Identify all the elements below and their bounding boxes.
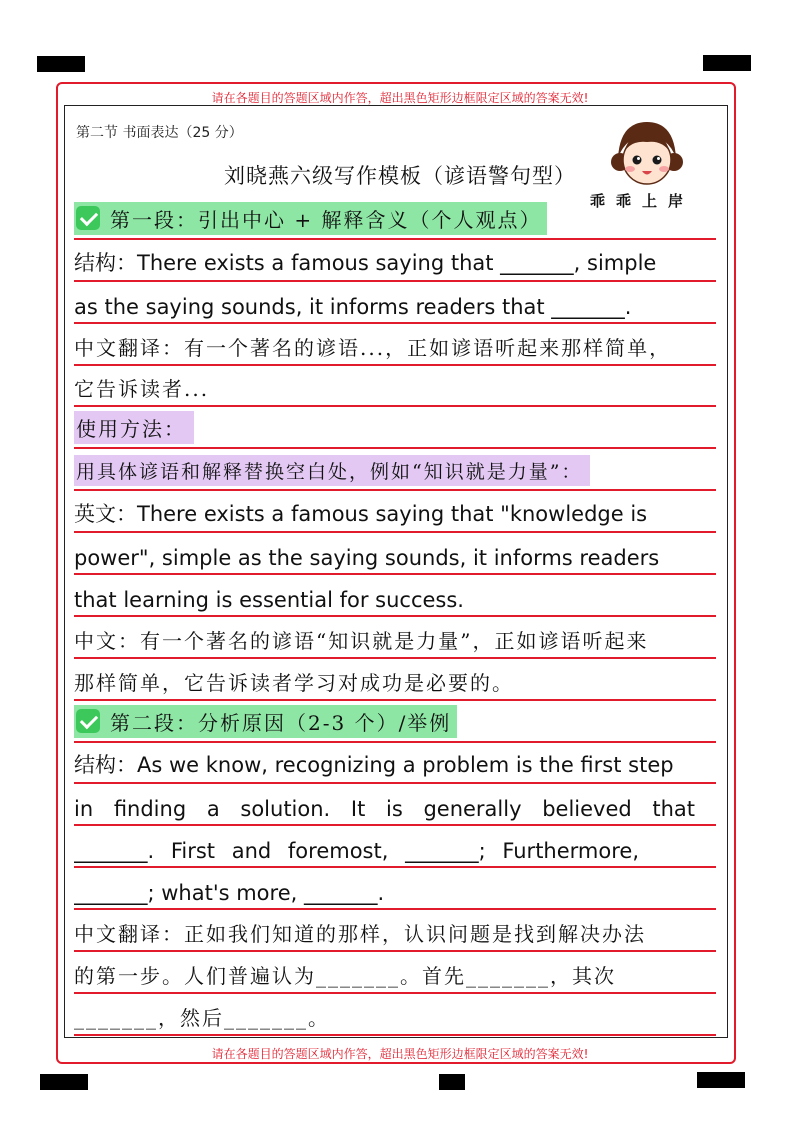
motto: 乖乖上岸: [590, 192, 695, 210]
para2-structure-line-1: 结构：As we know, recognizing a problem is the first step: [74, 743, 716, 785]
para1-example-en-line-1: 英文：There exists a famous saying that "knowledge is: [74, 491, 716, 533]
section-title: 第二节 书面表达（25 分）: [76, 125, 243, 141]
check-icon: [76, 709, 100, 733]
para2-structure-line-3: _______. First and foremost, _______; Furthermore,: [74, 826, 716, 868]
main-title: 刘晓燕六级写作模板（谚语警句型）: [224, 164, 576, 188]
registration-mark-bottom-left: [40, 1074, 88, 1090]
para1-example-en-line-3: that learning is essential for success.: [74, 575, 716, 617]
para1-heading: [74, 202, 547, 235]
para1-usage-text-row: [74, 449, 716, 491]
registration-mark-bottom-right: [697, 1072, 745, 1088]
para1-translation-line-2: 它告诉读者...: [74, 366, 716, 408]
para1-usage-text: 用具体谚语和解释替换空白处，例如“知识就是力量”：: [74, 455, 590, 486]
para1-translation-line-1: 中文翻译：有一个著名的谚语...，正如谚语听起来那样简单，: [74, 324, 716, 366]
para1-heading-text: 第一段：引出中心 + 解释含义（个人观点）: [110, 207, 542, 232]
para1-example-en-line-2: power", simple as the saying sounds, it informs readers: [74, 533, 716, 575]
para1-heading-row: [74, 198, 716, 240]
para2-heading: [74, 705, 457, 738]
content: [74, 198, 716, 1036]
registration-mark-top-left: [37, 56, 85, 72]
para1-usage-row: [74, 407, 716, 449]
para1-structure-line-2: as the saying sounds, it informs readers that _______.: [74, 282, 716, 324]
girl-face-icon: [608, 118, 686, 190]
para1-structure-line-1: 结构：There exists a famous saying that _______, simple: [74, 240, 716, 282]
registration-mark-top-right: [703, 55, 751, 71]
check-icon: [76, 206, 100, 230]
para2-translation-line-3: _______，然后_______。: [74, 994, 716, 1036]
para2-heading-text: 第二段：分析原因（2-3 个）/举例: [110, 710, 452, 735]
header-warning: 请在各题目的答题区域内作答，超出黑色矩形边框限定区域的答案无效!: [211, 91, 589, 105]
registration-mark-bottom-center: [439, 1074, 465, 1090]
para1-example-zh-line-2: 那样简单，它告诉读者学习对成功是必要的。: [74, 659, 716, 701]
para1-usage-label: 使用方法：: [74, 411, 194, 444]
para1-example-zh-line-1: 中文：有一个著名的谚语“知识就是力量”，正如谚语听起来: [74, 617, 716, 659]
para2-structure-line-4: _______; what's more, _______.: [74, 868, 716, 910]
para2-translation-line-2: 的第一步。人们普遍认为_______。首先_______，其次: [74, 952, 716, 994]
para2-structure-line-2: in finding a solution. It is generally believed that: [74, 784, 716, 826]
para2-translation-line-1: 中文翻译：正如我们知道的那样，认识问题是找到解决办法: [74, 910, 716, 952]
para2-heading-row: [74, 701, 716, 743]
footer-warning: 请在各题目的答题区域内作答，超出黑色矩形边框限定区域的答案无效!: [211, 1047, 589, 1061]
